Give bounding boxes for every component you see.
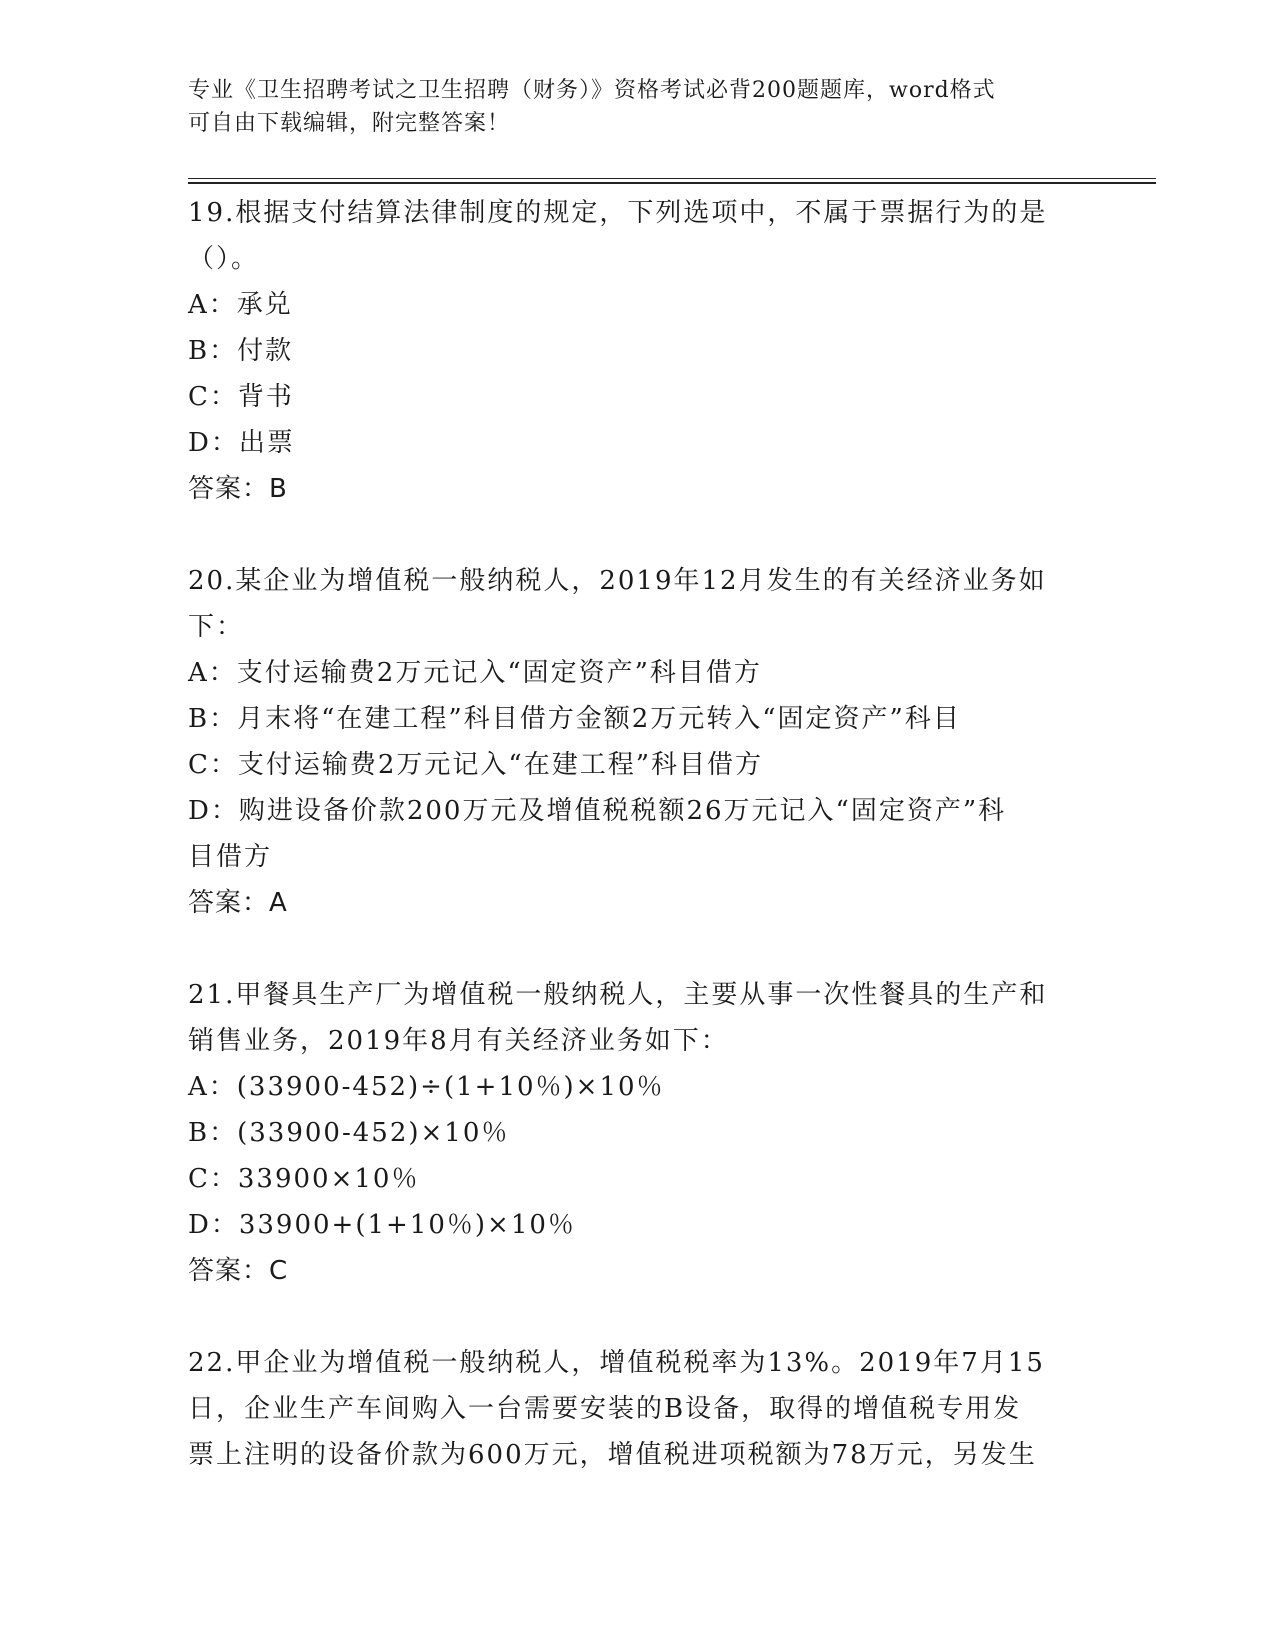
question-19: [188, 190, 1088, 512]
option-a: A：支付运输费2万元记入“固定资产”科目借方: [188, 658, 762, 688]
option-c: C：支付运输费2万元记入“在建工程”科目借方: [188, 750, 764, 780]
option-d: D：33900+(1+10％)×10％: [188, 1210, 576, 1240]
question-stem-line: 21.甲餐具生产厂为增值税一般纳税人，主要从事一次性餐具的生产和: [188, 980, 1048, 1010]
header-line-1: 专业《卫生招聘考试之卫生招聘（财务）》资格考试必背200题题库，word格式: [188, 78, 996, 103]
header-rule-top: [188, 178, 1156, 179]
question-spacer: [188, 512, 1088, 558]
answer-line: 答案：C: [188, 1256, 289, 1286]
option-c: C：背书: [188, 382, 294, 412]
question-list: [188, 190, 1088, 1478]
option-d-continued: 目借方: [188, 842, 273, 872]
question-stem-line: 下：: [188, 612, 245, 642]
option-d: D：出票: [188, 428, 295, 458]
question-spacer: [188, 1294, 1088, 1340]
question-stem-line: 日，企业生产车间购入一台需要安装的B设备，取得的增值税专用发: [188, 1394, 1022, 1424]
question-spacer: [188, 926, 1088, 972]
option-d: D：购进设备价款200万元及增值税税额26万元记入“固定资产”科: [188, 796, 1007, 826]
option-a: A：(33900-452)÷(1+10％)×10％: [188, 1072, 665, 1102]
question-stem-line: 销售业务，2019年8月有关经济业务如下：: [188, 1026, 729, 1056]
question-stem-line: 22.甲企业为增值税一般纳税人，增值税税率为13%。2019年7月15: [188, 1348, 1045, 1378]
question-22: [188, 1340, 1088, 1478]
option-b: B：(33900-452)×10％: [188, 1118, 510, 1148]
header-rule-bottom: [188, 182, 1156, 184]
header-line-2: 可自由下载编辑，附完整答案！: [188, 111, 511, 136]
question-stem-line: （）。: [188, 244, 260, 274]
option-c: C：33900×10％: [188, 1164, 420, 1194]
question-20: [188, 558, 1088, 926]
option-b: B：付款: [188, 336, 294, 366]
answer-line: 答案：A: [188, 888, 288, 918]
question-stem-line: 20.某企业为增值税一般纳税人，2019年12月发生的有关经济业务如: [188, 566, 1047, 596]
question-stem-line: 票上注明的设备价款为600万元，增值税进项税额为78万元，另发生: [188, 1440, 1037, 1470]
question-stem-line: 19.根据支付结算法律制度的规定，下列选项中，不属于票据行为的是: [188, 198, 1048, 228]
option-b: B：月末将“在建工程”科目借方金额2万元转入“固定资产”科目: [188, 704, 961, 734]
option-a: A：承兑: [188, 290, 293, 320]
answer-line: 答案：B: [188, 474, 288, 504]
document-header: [188, 74, 1068, 140]
question-21: [188, 972, 1088, 1294]
